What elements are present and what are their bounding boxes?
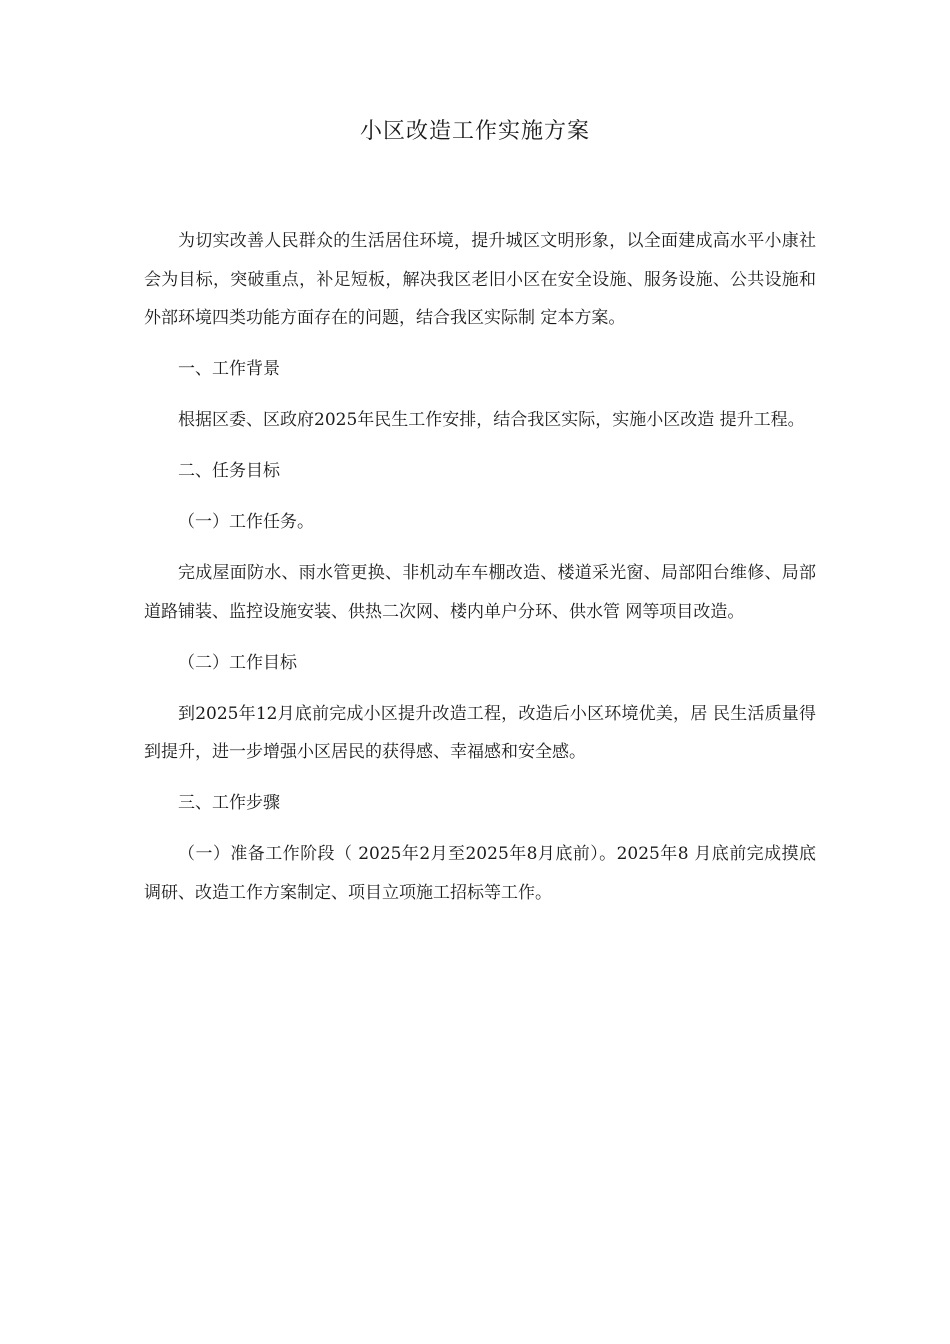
background-paragraph: 根据区委、区政府2025年民生工作安排，结合我区实际，实施小区改造 提升工程。 bbox=[178, 410, 805, 430]
subheading-targets: （二）工作目标 bbox=[178, 652, 297, 673]
intro-paragraph: 为切实改善人民群众的生活居住环境，提升城区文明形象，以全面建成高水平小康社会为目标，突破重点，补足短板，解决我区老旧小区在安全设施、服务设施、公共设施和外部环境四类功能方面存在的问题，结合我区实际制 定本方案。 bbox=[144, 231, 816, 328]
subheading-tasks: （一）工作任务。 bbox=[178, 512, 314, 532]
section-heading-background: 一、工作背景 bbox=[178, 359, 280, 379]
section-heading-goals: 二、任务目标 bbox=[178, 461, 280, 481]
steps-preparation-paragraph: （一）准备工作阶段（ 2025年2月至2025年8月底前）。2025年8 月底前完成摸底调研、改造工作方案制定、项目立项施工招标等工作。 bbox=[144, 844, 816, 903]
targets-paragraph: 到2025年12月底前完成小区提升改造工程，改造后小区环境优美，居 民生活质量得到提升，进一步增强小区居民的获得感、幸福感和安全感。 bbox=[144, 703, 816, 762]
document-body bbox=[144, 222, 816, 925]
document-title: 小区改造工作实施方案 bbox=[359, 119, 590, 144]
tasks-paragraph: 完成屋面防水、雨水管更换、非机动车车棚改造、楼道采光窗、局部阳台维修、局部道路铺装、监控设施安装、供热二次网、楼内单户分环、供水管 网等项目改造。 bbox=[144, 563, 816, 622]
section-heading-steps: 三、工作步骤 bbox=[178, 793, 280, 813]
